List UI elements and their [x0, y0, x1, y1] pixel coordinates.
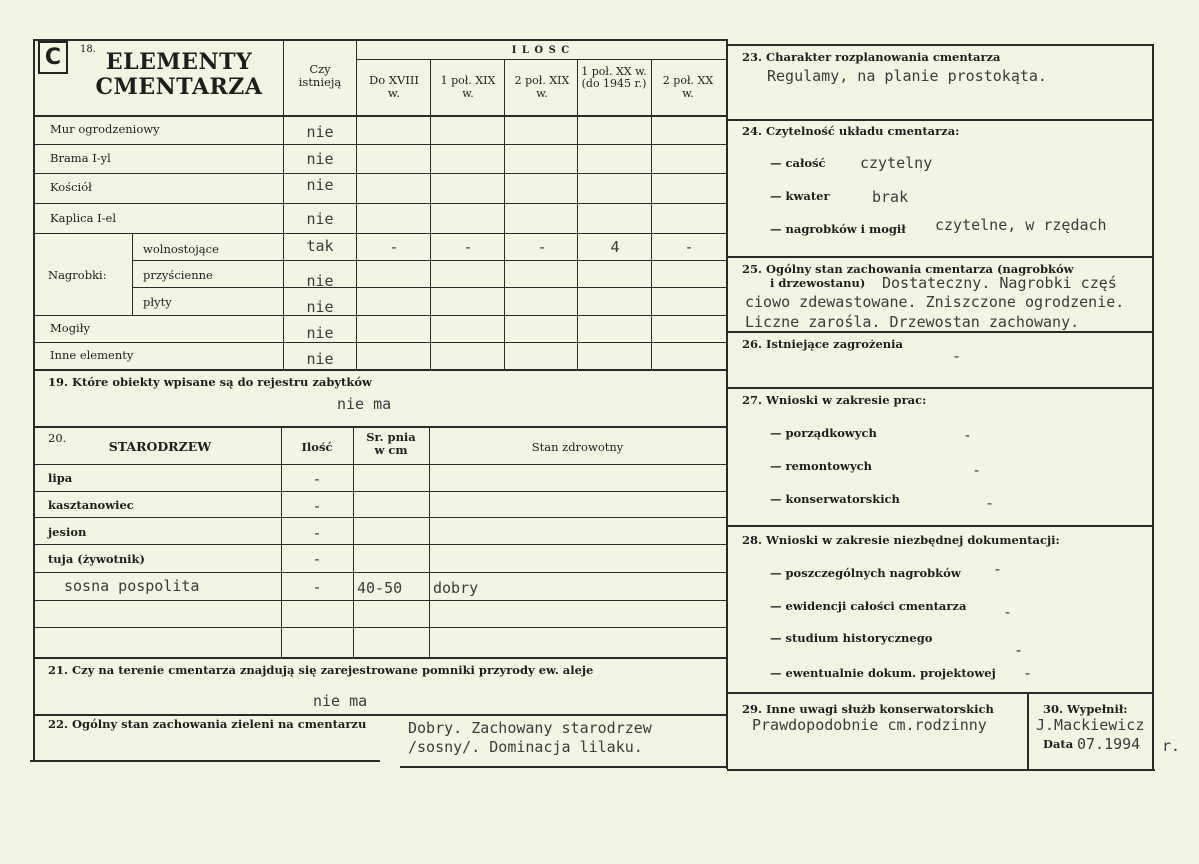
nagrobki-label: Nagrobki: [48, 268, 107, 282]
element-label-kosciol: Kościół [50, 180, 92, 194]
s23-label: 23. Charakter rozplanowania cmentarza [742, 50, 1001, 64]
s28-label: 28. Wnioski w zakresie niezbędnej dokumentacji: [742, 533, 1060, 547]
count-value: 4 [610, 238, 620, 256]
s26-value: - [952, 347, 962, 365]
element-label-wolnostojace: wolnostojące [143, 242, 219, 256]
count-value: - [389, 238, 399, 256]
exists-value: nie [306, 123, 334, 141]
exists-value: nie [306, 350, 334, 368]
s25-label-2: i drzewostanu) [770, 276, 866, 290]
exists-value: nie [306, 298, 334, 316]
count-value: - [463, 238, 473, 256]
exists-value: nie [306, 150, 334, 168]
count-value: - [684, 238, 694, 256]
s20-col-sr: Sr. pnia w cm [366, 430, 416, 457]
tree-ilosc: - [312, 524, 322, 542]
title-line-2: CMENTARZA [95, 74, 263, 100]
s24-calosc-label: — całość [770, 156, 826, 170]
tree-sr: 40-50 [357, 579, 403, 597]
period-header-3: 1 poł. XX w. (do 1945 r.) [581, 65, 647, 90]
tree-name: kasztanowiec [48, 498, 134, 512]
s24-label: 24. Czytelność układu cmentarza: [742, 124, 960, 138]
s26-label: 26. Istniejące zagrożenia [742, 337, 903, 351]
section-18-title [84, 50, 274, 100]
count-value: - [537, 238, 547, 256]
s24-calosc-value: czytelny [860, 154, 933, 172]
exists-value: tak [306, 237, 334, 255]
tree-ilosc: - [312, 550, 322, 568]
s23-value: Regulamy, na planie prostokąta. [767, 67, 1047, 85]
ilosc-header: I L O S C [511, 45, 571, 56]
card-letter-box [38, 41, 68, 74]
s30-label: 30. Wypełnił: [1043, 702, 1128, 716]
period-header-4: 2 poł. XX w. [662, 74, 714, 100]
s22-line-2: /sosny/. Dominacja lilaku. [408, 738, 643, 756]
tree-ilosc: - [312, 578, 322, 596]
s24-kwater-value: brak [872, 188, 909, 206]
s25-text-2: ciowo zdewastowane. Zniszczone ogrodzenie. [745, 293, 1125, 311]
exists-value: nie [306, 324, 334, 342]
s28-item-label: — poszczególnych nagrobków [770, 566, 961, 580]
s24-nagrobkow-label: — nagrobków i mogił [770, 222, 906, 236]
s28-item-value: - [1003, 603, 1013, 621]
element-label-mur: Mur ogrodzeniowy [50, 122, 160, 136]
element-label-przyscienne: przyścienne [143, 268, 213, 282]
s27-label: 27. Wnioski w zakresie prac: [742, 393, 927, 407]
s29-label: 29. Inne uwagi służb konserwatorskich [742, 702, 994, 716]
s20-title: STARODRZEW [108, 439, 212, 454]
tree-name: lipa [48, 471, 73, 485]
s22-label: 22. Ogólny stan zachowania zieleni na cmentarzu [48, 717, 367, 731]
element-label-brama: Brama I-yl [50, 151, 111, 165]
element-label-mogily: Mogiły [50, 321, 90, 335]
card-letter: C [44, 45, 62, 70]
s27-item-value: - [985, 494, 995, 512]
s27-item-value: - [972, 461, 982, 479]
s30-date-suffix: r. [1162, 737, 1181, 755]
s21-value: nie ma [313, 692, 368, 710]
element-label-plyty: płyty [143, 295, 172, 309]
tree-name: jesion [48, 525, 87, 539]
s20-col-stan: Stan zdrowotny [531, 440, 624, 454]
s22-line-1: Dobry. Zachowany starodrzew [408, 719, 652, 737]
exists-header: Czy istnieją [298, 62, 342, 89]
s29-value: Prawdopodobnie cm.rodzinny [752, 716, 987, 734]
section-18-number: 18. [80, 44, 96, 55]
period-header-0: Do XVIII w. [369, 73, 419, 100]
title-line-1: ELEMENTY [105, 49, 253, 75]
s19-value: nie ma [337, 395, 392, 413]
exists-value: nie [306, 272, 334, 290]
s24-nagrobkow-value: czytelne, w rzędach [935, 216, 1107, 234]
s21-label: 21. Czy na terenie cmentarza znajdują się zarejestrowane pomniki przyrody ew. aleje [48, 663, 594, 677]
tree-ilosc: - [312, 470, 322, 488]
s30-date-label: Data [1043, 737, 1074, 751]
tree-ilosc: - [312, 497, 322, 515]
s27-item-label: — konserwatorskich [770, 492, 900, 506]
tree-name: sosna pospolita [64, 577, 200, 595]
tree-name: tuja (żywotnik) [48, 552, 145, 566]
s19-label: 19. Które obiekty wpisane są do rejestru zabytków [48, 375, 372, 389]
s27-item-value: - [963, 426, 973, 444]
s28-item-label: — ewidencji całości cmentarza [770, 599, 967, 613]
s30-name: J.Mackiewicz [1036, 716, 1145, 734]
exists-value: nie [306, 176, 334, 194]
tree-stan: dobry [433, 579, 479, 597]
s20-col-ilosc: Ilość [301, 440, 333, 454]
s27-item-label: — porządkowych [770, 426, 877, 440]
s28-item-value: - [993, 560, 1003, 578]
element-label-kaplica: Kaplica I-el [50, 211, 117, 225]
s30-date: 07.1994 [1077, 735, 1141, 753]
period-header-1: 1 poł. XIX w. [440, 74, 496, 100]
s24-kwater-label: — kwater [770, 189, 830, 203]
s25-text-1: Dostateczny. Nagrobki częś [882, 274, 1117, 292]
exists-value: nie [306, 210, 334, 228]
s28-item-label: — ewentualnie dokum. projektowej [770, 666, 996, 680]
element-label-inne: Inne elementy [50, 348, 134, 362]
s28-item-value: - [1014, 641, 1024, 659]
period-header-2: 2 poł. XIX w. [514, 74, 570, 100]
s28-item-label: — studium historycznego [770, 631, 933, 645]
s25-text-3: Liczne zarośla. Drzewostan zachowany. [745, 313, 1080, 331]
s27-item-label: — remontowych [770, 459, 873, 473]
s25-label-1: 25. Ogólny stan zachowania cmentarza (nagrobków [742, 262, 1074, 276]
s28-item-value: - [1023, 664, 1033, 682]
s20-number: 20. [48, 431, 67, 445]
